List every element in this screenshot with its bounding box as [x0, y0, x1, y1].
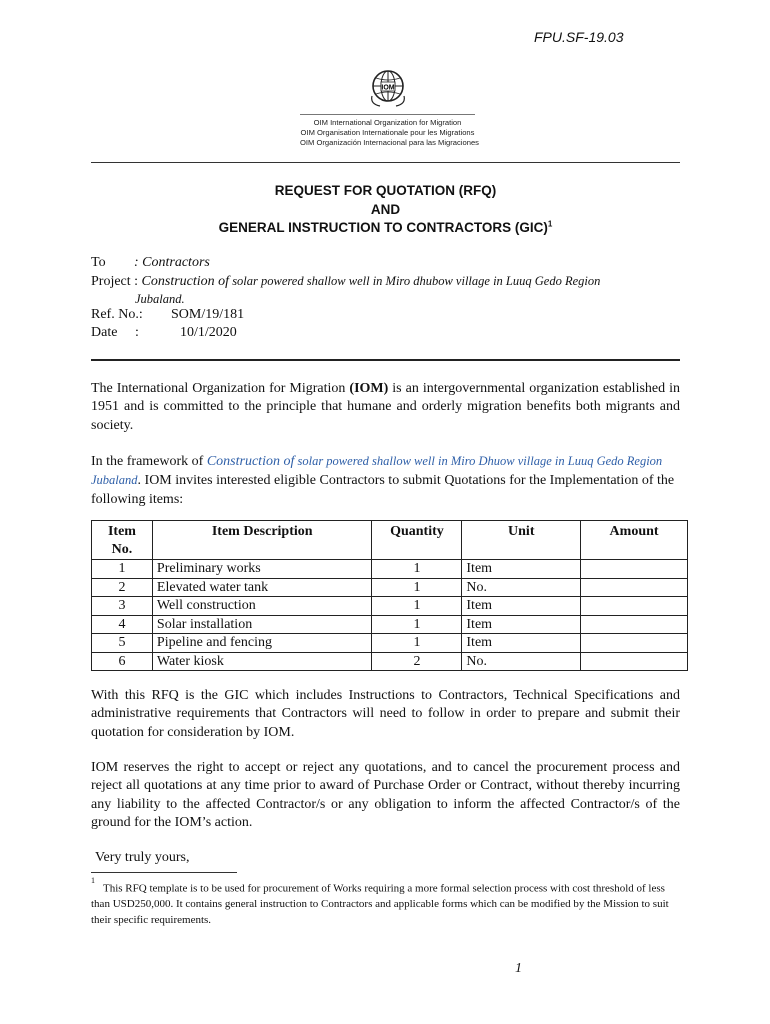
table-row — [92, 634, 688, 653]
reservation-paragraph: IOM reserves the right to accept or reject any quotations, and to cancel the procurement process and reject all quotations at any time prior to award of Purchase Order or Contract, without thereby incurring any liability to the affected Contractor/s or any obligation to inform the affected Contractor/s of the ground for the IOM’s action. — [91, 760, 680, 830]
meta-date — [91, 324, 237, 342]
item-unit: No. — [462, 652, 581, 671]
svg-text:IOM: IOM — [380, 84, 395, 92]
meta-to — [91, 254, 210, 272]
table-row — [92, 652, 688, 671]
to-label: To — [91, 255, 106, 270]
items-table — [91, 520, 688, 671]
item-no: 4 — [92, 615, 153, 634]
table-row — [92, 560, 688, 579]
footnote-ref[interactable]: 1 — [547, 219, 553, 229]
project-link-b[interactable]: solar powered shallow well in Miro Dhuow village in Luuq Gedo Region Jubaland — [91, 454, 663, 488]
col-header-unit: Unit — [462, 521, 581, 560]
item-unit: Item — [462, 634, 581, 653]
header-divider — [91, 162, 680, 163]
item-quantity: 1 — [372, 578, 462, 597]
date-value: 10/1/2020 — [180, 325, 237, 340]
item-amount[interactable] — [581, 652, 688, 671]
item-no: 1 — [92, 560, 153, 579]
logo-text-es: OIM Organización Internacional para las Migraciones — [300, 138, 479, 147]
document-title — [91, 182, 680, 238]
item-no: 2 — [92, 578, 153, 597]
form-code: FPU.SF-19.03 — [534, 29, 624, 45]
footnote — [91, 877, 676, 928]
closing-line: Very truly yours, — [95, 850, 190, 865]
item-description: Pipeline and fencing — [152, 634, 372, 653]
date-colon: : — [135, 325, 139, 340]
item-no: 5 — [92, 634, 153, 653]
col-header-quantity: Quantity — [372, 521, 462, 560]
item-amount[interactable] — [581, 634, 688, 653]
project-value-a: Construction of — [141, 274, 230, 289]
col-header-description: Item Description — [152, 521, 372, 560]
item-no: 3 — [92, 597, 153, 616]
project-label: Project : — [91, 274, 139, 289]
framework-paragraph: In the framework of Construction of solar powered shallow well in Miro Dhuow village in Luuq Gedo Region Jubaland. IOM invites interested eligible Contractors to submit Quotations for the Implementation of the following items: — [91, 454, 675, 507]
project-value-b: solar powered shallow well in Miro dhubow village in Luuq Gedo Region — [229, 274, 601, 288]
iom-logo — [300, 66, 479, 148]
to-value: : Contractors — [134, 255, 210, 270]
page-number: 1 — [515, 961, 522, 976]
item-quantity: 1 — [372, 634, 462, 653]
item-description: Preliminary works — [152, 560, 372, 579]
item-description: Solar installation — [152, 615, 372, 634]
meta-project — [91, 272, 600, 291]
item-quantity: 1 — [372, 560, 462, 579]
date-label: Date — [91, 325, 118, 340]
ref-value: SOM/19/181 — [171, 307, 245, 322]
item-unit: Item — [462, 560, 581, 579]
project-link-a[interactable]: Construction of — [206, 454, 295, 469]
item-description: Well construction — [152, 597, 372, 616]
footnote-divider — [91, 872, 237, 873]
item-amount[interactable] — [581, 615, 688, 634]
iom-globe-icon — [366, 66, 410, 110]
col-header-amount: Amount — [581, 521, 688, 560]
item-quantity: 1 — [372, 597, 462, 616]
item-quantity: 2 — [372, 652, 462, 671]
meta-divider — [91, 359, 680, 361]
item-description: Elevated water tank — [152, 578, 372, 597]
footnote-text: This RFQ template is to be used for procurement of Works requiring a more formal selection process with cost threshold of less than USD250,000. It contains general instruction to Contractors and applicable forms which can be modified by the Mission to suit their specific requirements. — [91, 882, 669, 926]
table-header-row — [92, 521, 688, 560]
footnote-mark: 1 — [91, 876, 95, 885]
table-row — [92, 615, 688, 634]
item-no: 6 — [92, 652, 153, 671]
item-amount[interactable] — [581, 560, 688, 579]
col-header-item-no: Item No. — [92, 521, 153, 560]
title-line-2: AND — [370, 201, 401, 217]
item-amount[interactable] — [581, 597, 688, 616]
logo-text-en: OIM International Organization for Migration — [313, 118, 462, 127]
ref-label: Ref. No.: — [91, 307, 143, 322]
logo-text-fr: OIM Organisation Internationale pour les Migrations — [300, 128, 475, 137]
item-description: Water kiosk — [152, 652, 372, 671]
item-unit: No. — [462, 578, 581, 597]
item-unit: Item — [462, 597, 581, 616]
project-value-c: Jubaland. — [135, 292, 185, 306]
gic-paragraph: With this RFQ is the GIC which includes Instructions to Contractors, Technical Specifications and administrative requirements that Contractors will need to follow in order to prepare and submit their quotation for consideration by IOM. — [91, 688, 680, 740]
table-row — [92, 578, 688, 597]
meta-ref — [91, 306, 244, 324]
logo-divider — [300, 114, 475, 115]
item-amount[interactable] — [581, 578, 688, 597]
item-unit: Item — [462, 615, 581, 634]
title-line-3: GENERAL INSTRUCTION TO CONTRACTORS (GIC)$^1$ — [218, 219, 553, 235]
item-quantity: 1 — [372, 615, 462, 634]
table-row — [92, 597, 688, 616]
title-line-1: REQUEST FOR QUOTATION (RFQ) — [274, 183, 497, 198]
iom-bold: (IOM) — [349, 381, 389, 396]
intro-paragraph: The International Organization for Migration (IOM) is an intergovernmental organization established in 1951 and is committed to the principle that humane and orderly migration benefits both migrants and society. — [91, 381, 680, 433]
